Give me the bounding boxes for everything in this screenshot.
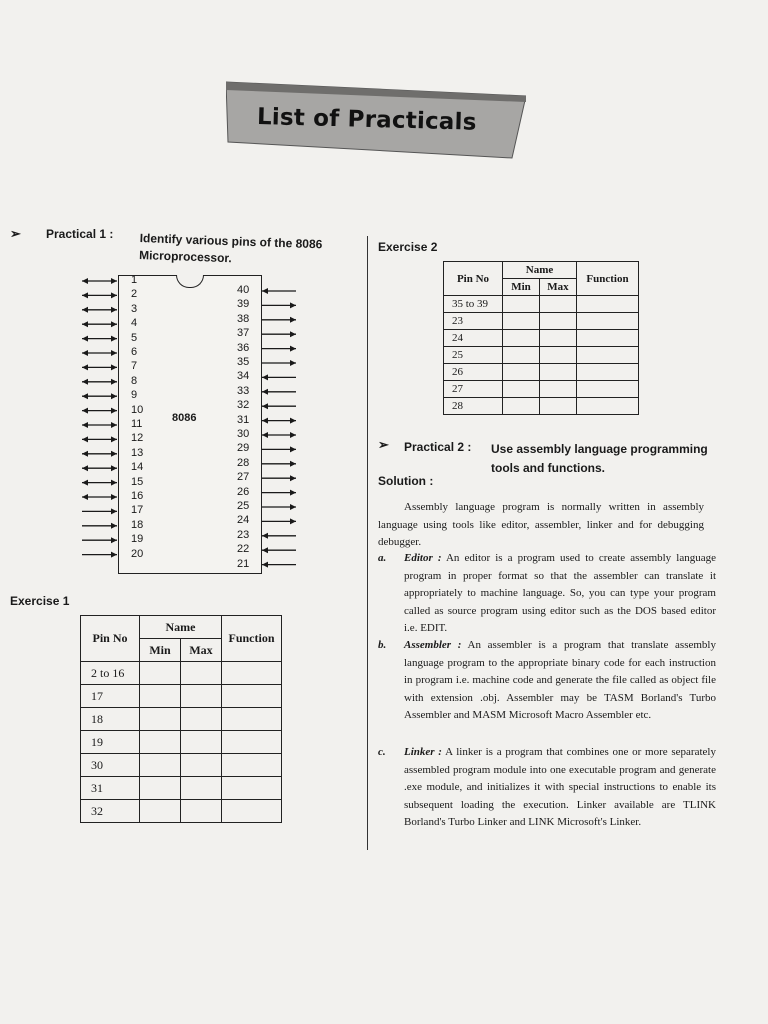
arrowhead	[82, 465, 88, 471]
arrowhead	[290, 346, 296, 352]
arrowhead	[111, 350, 117, 356]
item-a-letter: a.	[378, 552, 387, 564]
empty-cell	[577, 313, 639, 330]
pin-cell: 28	[444, 398, 503, 415]
empty-cell	[181, 800, 222, 823]
practical-2-text: Use assembly language programming tools and functions.	[491, 442, 708, 475]
empty-cell	[140, 731, 181, 754]
chip-pin-label: 1	[131, 274, 138, 286]
chip-pin-label: 9	[131, 389, 138, 402]
arrowhead	[111, 364, 117, 370]
chip-pin-label: 4	[131, 317, 138, 330]
arrowhead	[82, 364, 88, 370]
header-max: Max	[540, 279, 577, 296]
chip-pin-label: 24	[237, 514, 250, 527]
table-row	[444, 347, 639, 364]
item-c	[404, 744, 716, 832]
practical-2-label: Practical 2 :	[404, 440, 472, 454]
arrowhead	[290, 504, 296, 510]
arrowhead	[262, 547, 268, 553]
arrowhead	[82, 393, 88, 399]
header-name: Name	[503, 262, 577, 279]
chip-pin-label: 22	[237, 543, 250, 556]
header-pin-no: Pin No	[81, 616, 140, 662]
arrowhead	[111, 494, 117, 500]
arrowhead	[82, 408, 88, 414]
item-c-text: A linker is a program that combines one or more separately assembled program module into one executable program and generate .exe module, and initializes it with special instructions to enable its subsequent loading the execution. Linker available are TLINK Borland's Turbo Linker and LINK Microsoft's Linker.	[404, 746, 716, 828]
arrowhead	[290, 446, 296, 452]
arrowhead	[262, 418, 268, 424]
chip-pin-label: 38	[237, 312, 250, 325]
empty-cell	[540, 398, 577, 415]
header-min: Min	[140, 639, 181, 662]
empty-cell	[140, 662, 181, 685]
arrowhead	[111, 451, 117, 457]
chip-pin-label: 16	[131, 490, 144, 502]
item-b-letter: b.	[378, 639, 387, 651]
chip-pin-label: 8	[131, 374, 138, 387]
chip-pin-label: 10	[131, 403, 144, 416]
arrowhead	[290, 518, 296, 524]
chip-pin-label: 3	[131, 302, 138, 315]
arrowhead	[111, 523, 117, 529]
empty-cell	[222, 777, 282, 800]
empty-cell	[140, 777, 181, 800]
chip-pin-label: 12	[131, 432, 144, 445]
arrowhead	[262, 288, 268, 294]
empty-cell	[181, 777, 222, 800]
arrowhead	[82, 292, 88, 298]
arrowhead	[82, 350, 88, 356]
chip-pin-label: 36	[237, 341, 250, 354]
arrowhead	[111, 436, 117, 442]
header-min: Min	[503, 279, 540, 296]
header-name: Name	[140, 616, 222, 639]
arrowhead	[290, 490, 296, 496]
empty-cell	[181, 754, 222, 777]
arrowhead	[82, 451, 88, 457]
arrowhead	[262, 374, 268, 380]
arrowhead	[111, 408, 117, 414]
empty-cell	[577, 330, 639, 347]
pin-cell: 27	[444, 381, 503, 398]
bullet-practical-1: ➢	[10, 226, 21, 241]
page-title: List of Practicals	[256, 104, 477, 136]
empty-cell	[503, 364, 540, 381]
pin-cell: 35 to 39	[444, 296, 503, 313]
empty-cell	[222, 708, 282, 731]
empty-cell	[540, 330, 577, 347]
empty-cell	[577, 381, 639, 398]
solution-intro: Assembly language program is normally written in assembly language using tools like editor, assembler, linker and for debugging debugger.	[378, 501, 704, 548]
arrowhead	[111, 292, 117, 298]
chip-pin-label: 20	[131, 547, 144, 560]
arrowhead	[290, 331, 296, 337]
arrowhead	[82, 307, 88, 313]
pin-cell: 23	[444, 313, 503, 330]
empty-cell	[540, 364, 577, 381]
header-function: Function	[222, 616, 282, 662]
chip-pin-label: 39	[237, 298, 250, 311]
header-pin-no: Pin No	[444, 262, 503, 296]
arrowhead	[290, 302, 296, 308]
pin-cell: 2 to 16	[81, 662, 140, 685]
arrowhead	[111, 393, 117, 399]
item-c-letter: c.	[378, 746, 386, 758]
pin-cell: 30	[81, 754, 140, 777]
table-row	[81, 800, 282, 823]
pin-cell: 19	[81, 731, 140, 754]
practical-1-text: Identify various pins of the 8086 Microprocessor.	[138, 230, 323, 266]
table-row	[81, 708, 282, 731]
chip-pin-label: 17	[131, 504, 144, 517]
exercise-1-table	[80, 615, 282, 823]
arrowhead	[262, 432, 268, 438]
item-a-term: Editor :	[404, 552, 442, 564]
chip-pin-label: 28	[237, 456, 250, 469]
table-row	[444, 330, 639, 347]
chip-pin-label: 27	[237, 471, 250, 484]
column-divider	[367, 236, 368, 850]
chip-label: 8086	[172, 412, 197, 424]
chip-pin-label: 18	[131, 518, 144, 531]
arrowhead	[82, 336, 88, 342]
arrowhead	[111, 336, 117, 342]
empty-cell	[503, 313, 540, 330]
empty-cell	[222, 662, 282, 685]
chip-pin-label: 31	[237, 413, 250, 426]
empty-cell	[222, 800, 282, 823]
empty-cell	[181, 731, 222, 754]
chip-pin-label: 37	[237, 327, 250, 340]
empty-cell	[577, 398, 639, 415]
chip-pin-label: 25	[237, 500, 250, 512]
empty-cell	[140, 685, 181, 708]
arrowhead	[82, 321, 88, 327]
chip-pin-label: 40	[237, 284, 250, 296]
arrowhead	[290, 461, 296, 467]
arrowhead	[82, 422, 88, 428]
arrowhead	[111, 465, 117, 471]
item-b	[404, 637, 716, 725]
table-row	[81, 777, 282, 800]
exercise-1-title: Exercise 1	[10, 594, 70, 608]
pin-cell: 26	[444, 364, 503, 381]
item-c-term: Linker :	[404, 746, 442, 758]
arrowhead	[82, 278, 88, 284]
practical-1-label: Practical 1 :	[46, 227, 114, 241]
empty-cell	[540, 347, 577, 364]
arrowhead	[82, 436, 88, 442]
chip-pin-label: 19	[131, 533, 144, 546]
table-row	[444, 364, 639, 381]
table-row	[81, 754, 282, 777]
chip-pin-label: 5	[131, 331, 138, 344]
empty-cell	[140, 708, 181, 731]
header-function: Function	[577, 262, 639, 296]
item-a-text: An editor is a program used to create assembly language program in proper format so that the assembler can translate it appropriately to machine language. So, you can type your program called as source program using editor such as the DOS based editor i.e. EDIT.	[404, 552, 716, 634]
arrowhead	[111, 422, 117, 428]
pin-cell: 17	[81, 685, 140, 708]
empty-cell	[140, 754, 181, 777]
chip-pin-label: 21	[237, 557, 250, 570]
arrowhead	[82, 480, 88, 486]
table-row	[81, 731, 282, 754]
arrowhead	[111, 480, 117, 486]
chip-pin-label: 23	[237, 528, 250, 541]
arrowhead	[262, 389, 268, 395]
chip-pin-label: 11	[131, 418, 143, 430]
item-a	[404, 550, 716, 638]
empty-cell	[181, 708, 222, 731]
arrowhead	[290, 317, 296, 323]
empty-cell	[577, 296, 639, 313]
chip-pin-label: 7	[131, 360, 138, 373]
chip-pin-label: 15	[131, 475, 144, 488]
chip-pin-label: 29	[237, 442, 250, 455]
exercise-2-title: Exercise 2	[378, 240, 438, 254]
arrowhead	[290, 418, 296, 424]
item-b-text: An assembler is a program that translate assembly language program to the appropriate binary code for each instruction in program i.e. machine code and generate the file called as object file with extension .obj. Assembler may be TASM Borland's Turbo Assembler and MASM Microsoft Macro Assembler etc.	[404, 639, 716, 721]
arrowhead	[262, 533, 268, 539]
chip-pin-label: 26	[237, 485, 250, 498]
empty-cell	[222, 754, 282, 777]
arrowhead	[290, 432, 296, 438]
empty-cell	[140, 800, 181, 823]
header-max: Max	[181, 639, 222, 662]
table-row	[444, 313, 639, 330]
arrowhead	[111, 552, 117, 558]
arrowhead	[111, 307, 117, 313]
chip-pin-label: 35	[237, 356, 250, 368]
empty-cell	[540, 313, 577, 330]
chip-pin-label: 6	[131, 346, 138, 358]
arrowhead	[111, 537, 117, 543]
table-row	[81, 685, 282, 708]
pin-cell: 24	[444, 330, 503, 347]
empty-cell	[503, 296, 540, 313]
table-row	[81, 662, 282, 685]
chip-pin-label: 13	[131, 446, 144, 459]
empty-cell	[577, 347, 639, 364]
arrowhead	[82, 379, 88, 385]
arrowhead	[111, 508, 117, 514]
arrowhead	[111, 321, 117, 327]
chip-pin-label: 14	[131, 461, 144, 474]
pin-cell: 18	[81, 708, 140, 731]
empty-cell	[222, 685, 282, 708]
arrowhead	[111, 379, 117, 385]
arrowhead	[290, 475, 296, 481]
empty-cell	[181, 662, 222, 685]
item-b-term: Assembler :	[404, 639, 462, 651]
arrowhead	[290, 360, 296, 366]
chip-pin-label: 2	[131, 288, 138, 301]
chip-pin-label: 30	[237, 428, 250, 440]
table-row	[444, 398, 639, 415]
table-row	[444, 296, 639, 313]
solution-title: Solution :	[378, 474, 434, 488]
bullet-practical-2: ➢	[378, 437, 389, 452]
table-row	[444, 381, 639, 398]
arrowhead	[262, 562, 268, 568]
pin-cell: 31	[81, 777, 140, 800]
empty-cell	[540, 381, 577, 398]
chip-pin-label: 33	[237, 384, 250, 397]
empty-cell	[503, 330, 540, 347]
empty-cell	[540, 296, 577, 313]
empty-cell	[503, 381, 540, 398]
empty-cell	[222, 731, 282, 754]
empty-cell	[577, 364, 639, 381]
chip-pin-label: 32	[237, 399, 250, 412]
empty-cell	[503, 398, 540, 415]
arrowhead	[262, 403, 268, 409]
empty-cell	[503, 347, 540, 364]
chip-pin-label: 34	[237, 370, 250, 383]
arrowhead	[82, 494, 88, 500]
pin-cell: 25	[444, 347, 503, 364]
empty-cell	[181, 685, 222, 708]
pin-cell: 32	[81, 800, 140, 823]
arrowhead	[111, 278, 117, 284]
exercise-2-table	[443, 261, 639, 415]
